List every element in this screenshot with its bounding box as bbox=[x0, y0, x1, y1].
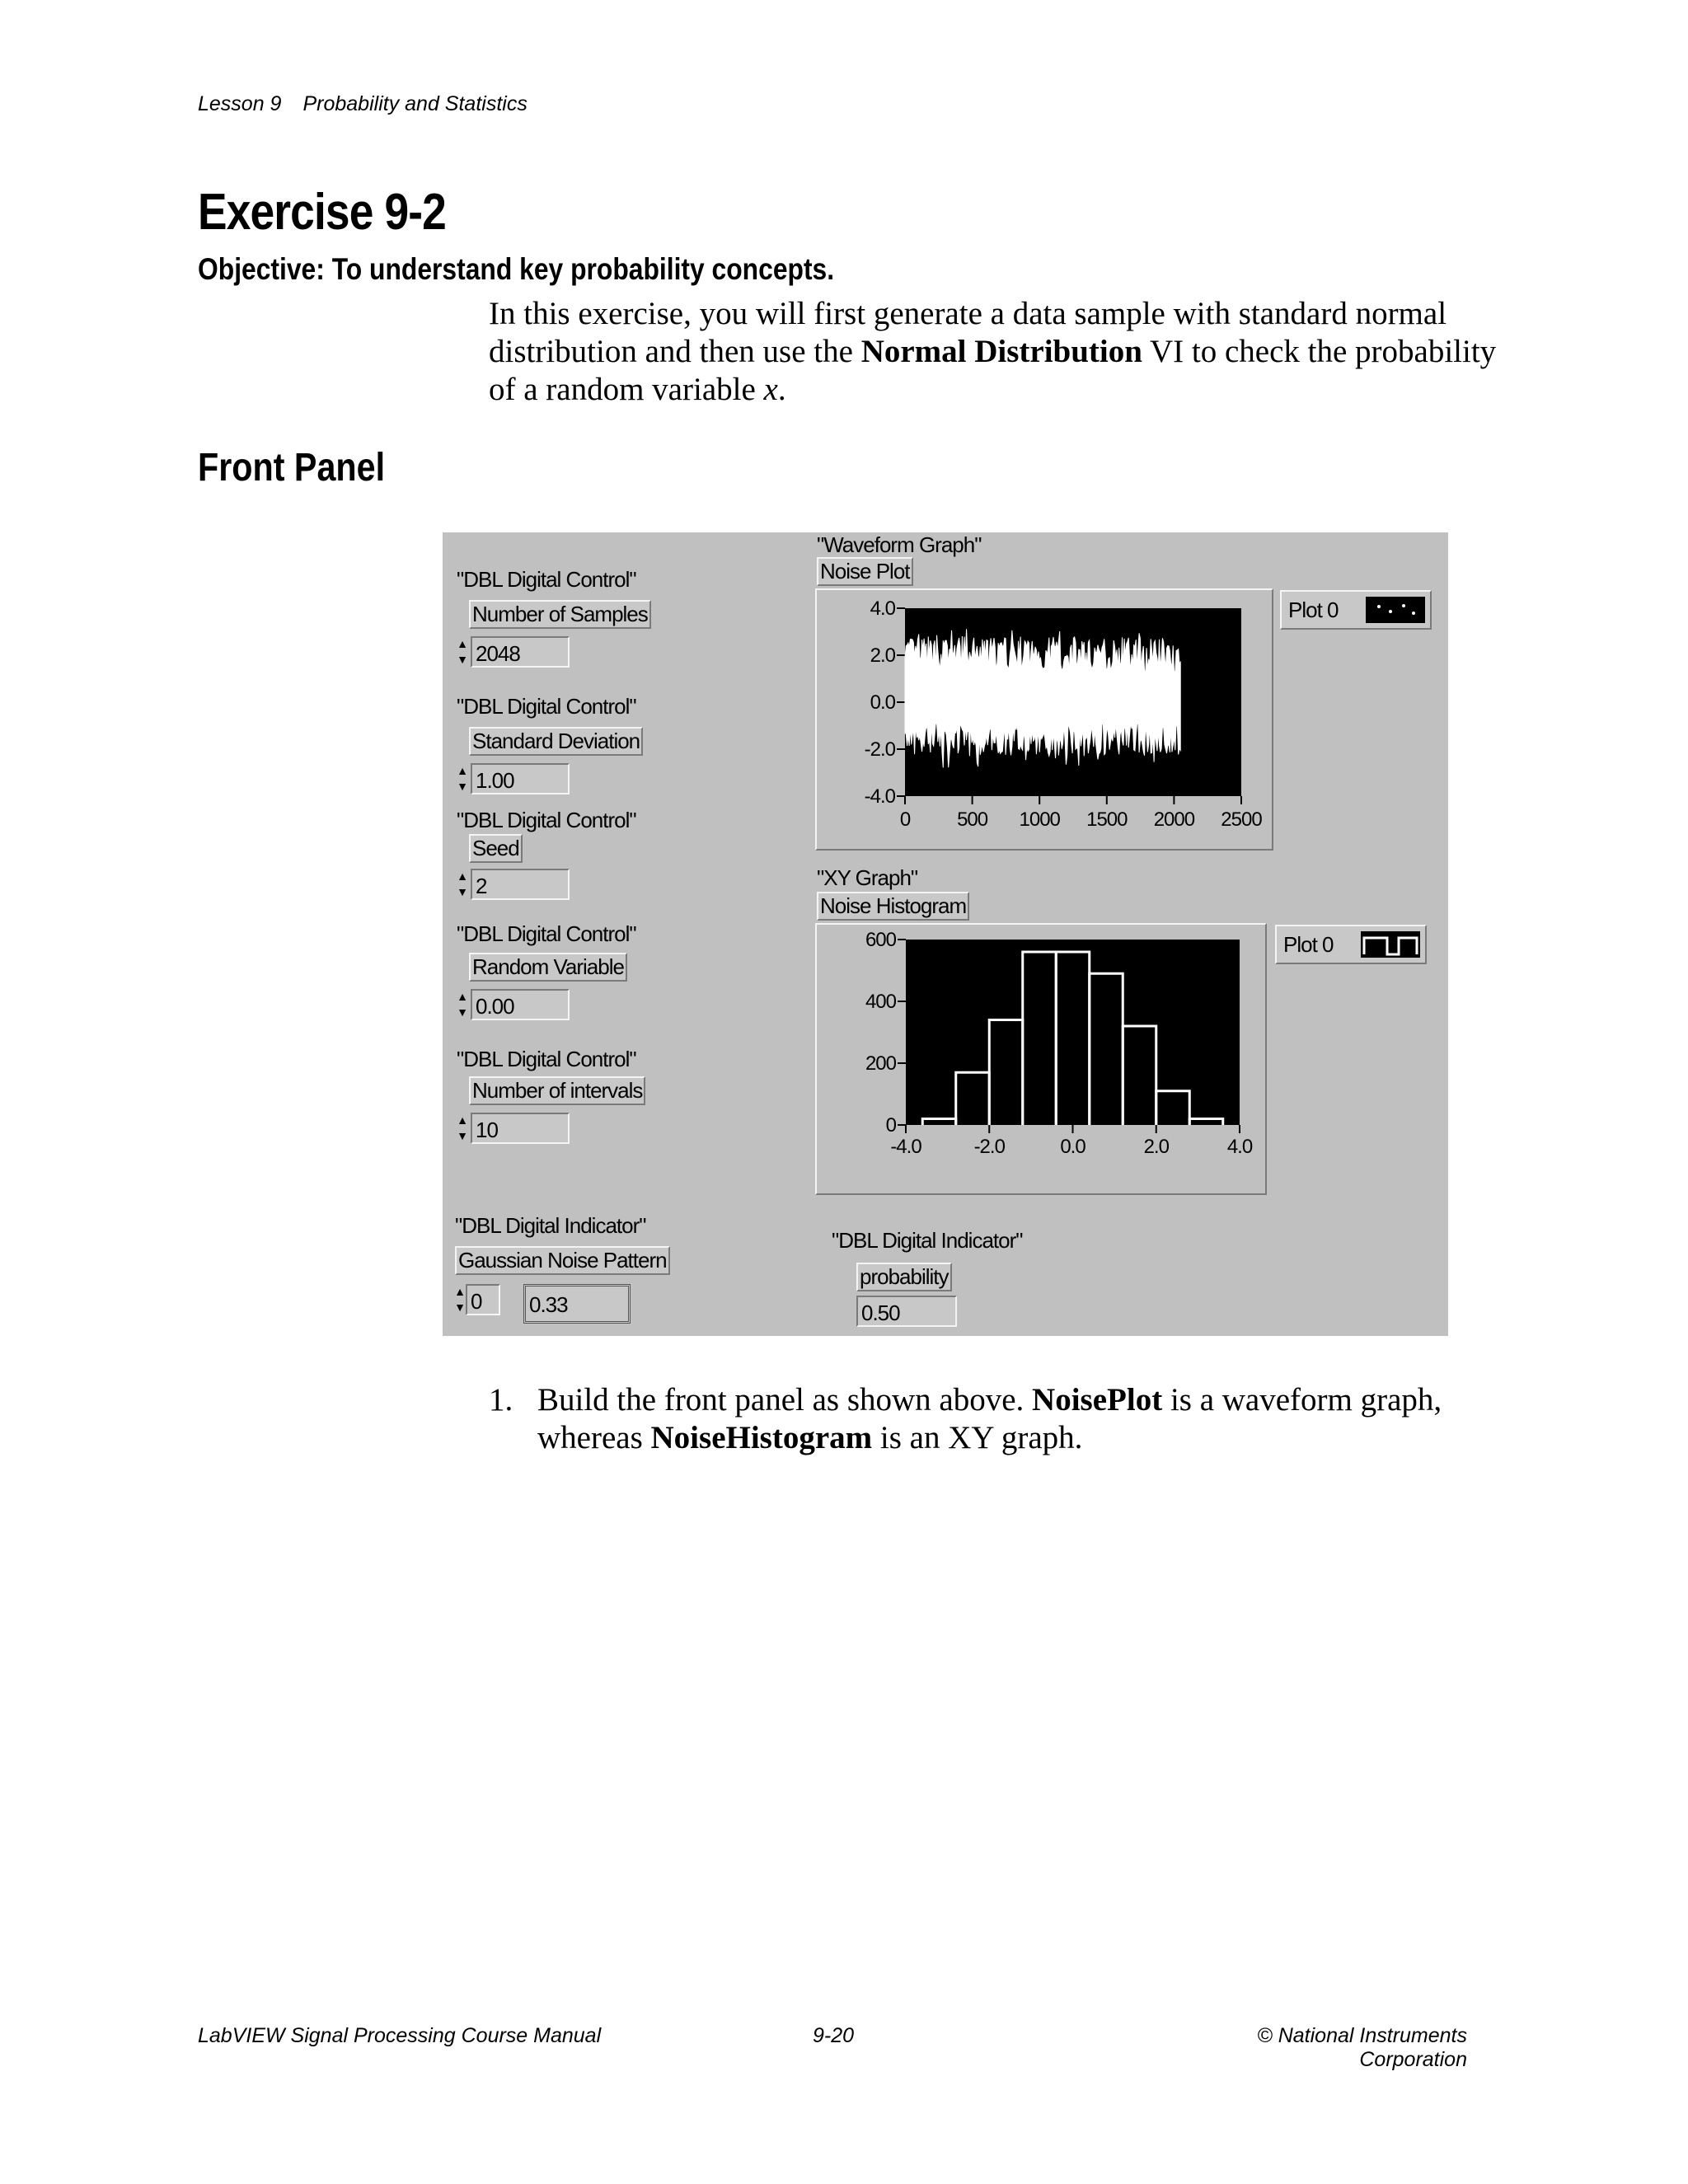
control-type-label: "DBL Digital Control" bbox=[457, 567, 636, 592]
step-number: 1. bbox=[489, 1382, 513, 1418]
standard-deviation-input[interactable]: 1.00 bbox=[471, 763, 570, 794]
number-of-samples-input[interactable]: 2048 bbox=[471, 636, 570, 668]
graph-owner-label: Noise Histogram bbox=[817, 892, 969, 921]
control-type-label: "DBL Digital Control" bbox=[457, 1047, 636, 1071]
y-tick-label: 600 bbox=[865, 929, 896, 951]
indicator-owner-label: Gaussian Noise Pattern bbox=[455, 1246, 670, 1275]
step-text-part: Build the front panel as shown above. bbox=[537, 1382, 1033, 1418]
index-arrows[interactable]: ▲ ▼ bbox=[454, 1285, 466, 1314]
x-tick-label: -2.0 bbox=[973, 1136, 1005, 1158]
control-type-label: "DBL Digital Control" bbox=[457, 921, 636, 946]
running-header bbox=[198, 92, 528, 116]
x-tick-label: 1500 bbox=[1086, 808, 1128, 831]
graph-type-label: "Waveform Graph" bbox=[817, 532, 982, 557]
array-index-input[interactable]: 0 bbox=[466, 1284, 500, 1315]
y-tick-label: 0 bbox=[885, 1114, 896, 1137]
step-bold-noisehistogram: NoiseHistogram bbox=[650, 1420, 873, 1455]
y-tick-label: 0.0 bbox=[870, 691, 895, 714]
footer-copyright: © National Instruments Corporation bbox=[1257, 2024, 1467, 2071]
intro-text-3: . bbox=[777, 372, 786, 407]
footer-page-number: 9-20 bbox=[813, 2024, 855, 2047]
control-owner-label: Seed bbox=[469, 834, 523, 863]
x-tick-label: 2.0 bbox=[1143, 1136, 1169, 1158]
random-variable-input[interactable]: 0.00 bbox=[471, 989, 570, 1020]
x-tick-label: 2000 bbox=[1153, 808, 1195, 831]
plot-style-swatch[interactable] bbox=[1366, 597, 1425, 623]
step-text-part: is a waveform graph, whereas bbox=[537, 1382, 1442, 1455]
indicator-type-label: "DBL Digital Indicator" bbox=[832, 1228, 1023, 1253]
y-tick-label: 200 bbox=[865, 1052, 896, 1075]
increment-arrows[interactable]: ▲ ▼ bbox=[457, 637, 468, 666]
gaussian-noise-pattern-value: 0.33 bbox=[523, 1284, 631, 1324]
increment-arrows[interactable]: ▲ ▼ bbox=[457, 869, 468, 898]
page-title: Exercise 9-2 bbox=[198, 184, 446, 241]
step-text bbox=[537, 1381, 1478, 1457]
section-heading: Front Panel bbox=[198, 446, 386, 490]
indicator-owner-label: probability bbox=[856, 1263, 952, 1291]
chapter-label: Probability and Statistics bbox=[302, 92, 528, 115]
intro-variable: x bbox=[763, 372, 778, 407]
plot-legend-label: Plot 0 bbox=[1283, 932, 1334, 957]
y-tick-label: 2.0 bbox=[870, 644, 895, 667]
indicator-type-label: "DBL Digital Indicator" bbox=[455, 1213, 646, 1238]
increment-arrows[interactable]: ▲ ▼ bbox=[457, 764, 468, 793]
seed-input[interactable]: 2 bbox=[471, 869, 570, 900]
control-owner-label: Random Variable bbox=[469, 953, 627, 982]
objective: Objective: To understand key probability concepts. bbox=[198, 252, 835, 286]
y-tick-label: 4.0 bbox=[870, 598, 895, 620]
y-tick-label: -2.0 bbox=[864, 738, 895, 761]
footer-manual-title: LabVIEW Signal Processing Course Manual bbox=[198, 2024, 602, 2047]
control-type-label: "DBL Digital Control" bbox=[457, 694, 636, 719]
intro-bold-vi: Normal Distribution bbox=[860, 334, 1142, 369]
xy-graph bbox=[815, 923, 1277, 1203]
increment-arrows[interactable]: ▲ ▼ bbox=[457, 990, 468, 1019]
y-tick-label: -4.0 bbox=[864, 785, 895, 808]
probability-value: 0.50 bbox=[856, 1296, 957, 1327]
x-tick-label: 1000 bbox=[1019, 808, 1060, 831]
plot-legend-label: Plot 0 bbox=[1288, 598, 1339, 622]
waveform-plot-legend[interactable] bbox=[1280, 590, 1432, 630]
front-panel bbox=[443, 532, 1448, 1336]
step-text-part: is an XY graph. bbox=[872, 1420, 1083, 1455]
x-tick-label: -4.0 bbox=[890, 1136, 921, 1158]
lesson-label: Lesson 9 bbox=[198, 92, 282, 115]
control-owner-label: Number of Samples bbox=[469, 600, 651, 629]
waveform-graph bbox=[815, 588, 1277, 852]
intro-text-1: In this exercise, you will first generate a data sample with standard normal distribution and then use the bbox=[489, 296, 1447, 369]
graph-owner-label: Noise Plot bbox=[817, 557, 913, 586]
increment-arrows[interactable]: ▲ ▼ bbox=[457, 1113, 468, 1142]
number-of-intervals-input[interactable]: 10 bbox=[471, 1113, 570, 1144]
x-tick-label: 0 bbox=[899, 808, 911, 831]
plot-style-swatch[interactable] bbox=[1361, 931, 1420, 958]
x-tick-label: 2500 bbox=[1221, 808, 1262, 831]
step-bold-noiseplot: NoisePlot bbox=[1032, 1382, 1163, 1418]
control-type-label: "DBL Digital Control" bbox=[457, 808, 636, 832]
step-1 bbox=[489, 1381, 1478, 1457]
control-owner-label: Standard Deviation bbox=[469, 727, 643, 756]
y-tick-label: 400 bbox=[865, 991, 896, 1013]
x-tick-label: 0.0 bbox=[1060, 1136, 1085, 1158]
xy-plot-legend[interactable] bbox=[1275, 925, 1427, 964]
control-owner-label: Number of intervals bbox=[469, 1076, 645, 1105]
intro-paragraph bbox=[489, 295, 1503, 409]
intro-text-2: VI to check the probability of a random variable bbox=[489, 334, 1497, 407]
x-tick-label: 4.0 bbox=[1226, 1136, 1253, 1158]
x-tick-label: 500 bbox=[957, 808, 988, 831]
graph-type-label: "XY Graph" bbox=[817, 865, 918, 890]
